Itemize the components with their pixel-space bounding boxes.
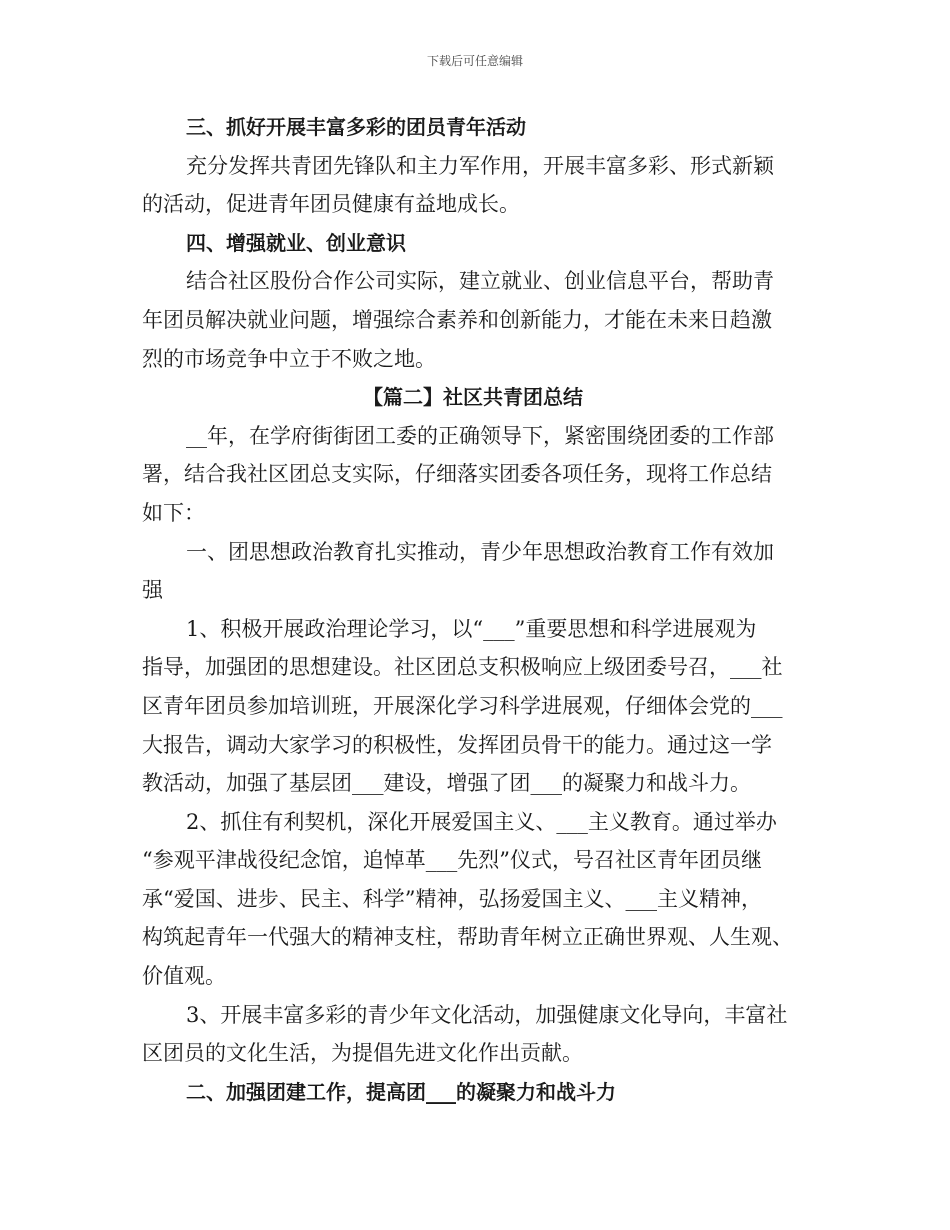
text-line: 1、积极开展政治理论学习，以“___”重要思想和科学进展观为 [186,616,757,641]
section-heading: 【篇二】社区共青团总结 [363,385,583,410]
header-note: 下载后可任意编辑 [426,54,523,68]
text-line: 年团员解决就业问题，增强综合素养和创新能力，才能在未来日趋激 [142,307,772,332]
section-heading: 四、增强就业、创业意识 [186,230,406,255]
text-line: 烈的市场竞争中立于不败之地。 [142,346,436,371]
text-line: 区青年团员参加培训班，开展深化学习科学进展观，仔细体会党的___ [142,693,783,718]
text-line: 的活动，促进青年团员健康有益地成长。 [142,192,520,217]
document-body [142,108,804,1111]
text-line: 教活动，加强了基层团___建设，增强了团___的凝聚力和战斗力。 [142,771,751,796]
text-line: __年，在学府街街团工委的正确领导下，紧密围绕团委的工作部 [186,423,774,448]
text-line: 2、抓住有利契机，深化开展爱国主义、___主义教育。通过举办 [186,809,777,834]
text-line: 指导，加强团的思想建设。社区团总支积极响应上级团委号召，___社 [142,655,783,680]
text-line: 构筑起青年一代强大的精神支柱，帮助青年树立正确世界观、人生观、 [142,925,793,950]
section-heading: 二、加强团建工作，提高团___的凝聚力和战斗力 [186,1079,616,1104]
section-heading: 三、抓好开展丰富多彩的团员青年活动 [186,115,526,139]
text-line: 3、开展丰富多彩的青少年文化活动，加强健康文化导向，丰富社 [186,1002,788,1027]
text-line: 区团员的文化生活，为提倡先进文化作出贡献。 [142,1041,583,1066]
text-line: “参观平津战役纪念馆，追悼革___先烈”仪式，号召社区青年团员继 [142,848,762,873]
text-line: 承“爱国、进步、民主、科学”精神，弘扬爱国主义、___主义精神， [142,886,762,911]
text-line: 大报告，调动大家学习的积极性，发挥团员骨干的能力。通过这一学 [142,732,772,757]
text-line: 一、团思想政治教育扎实推动，青少年思想政治教育工作有效加 [186,539,774,564]
text-line: 署，结合我社区团总支实际，仔细落实团委各项任务，现将工作总结 [142,462,772,487]
text-line: 结合社区股份合作公司实际，建立就业、创业信息平台，帮助青 [186,269,774,294]
text-line: 强 [142,578,163,603]
text-line: 价值观。 [142,964,226,989]
text-line: 充分发挥共青团先锋队和主力军作用，开展丰富多彩、形式新颖 [186,153,774,178]
text-line: 如下： [142,500,205,525]
